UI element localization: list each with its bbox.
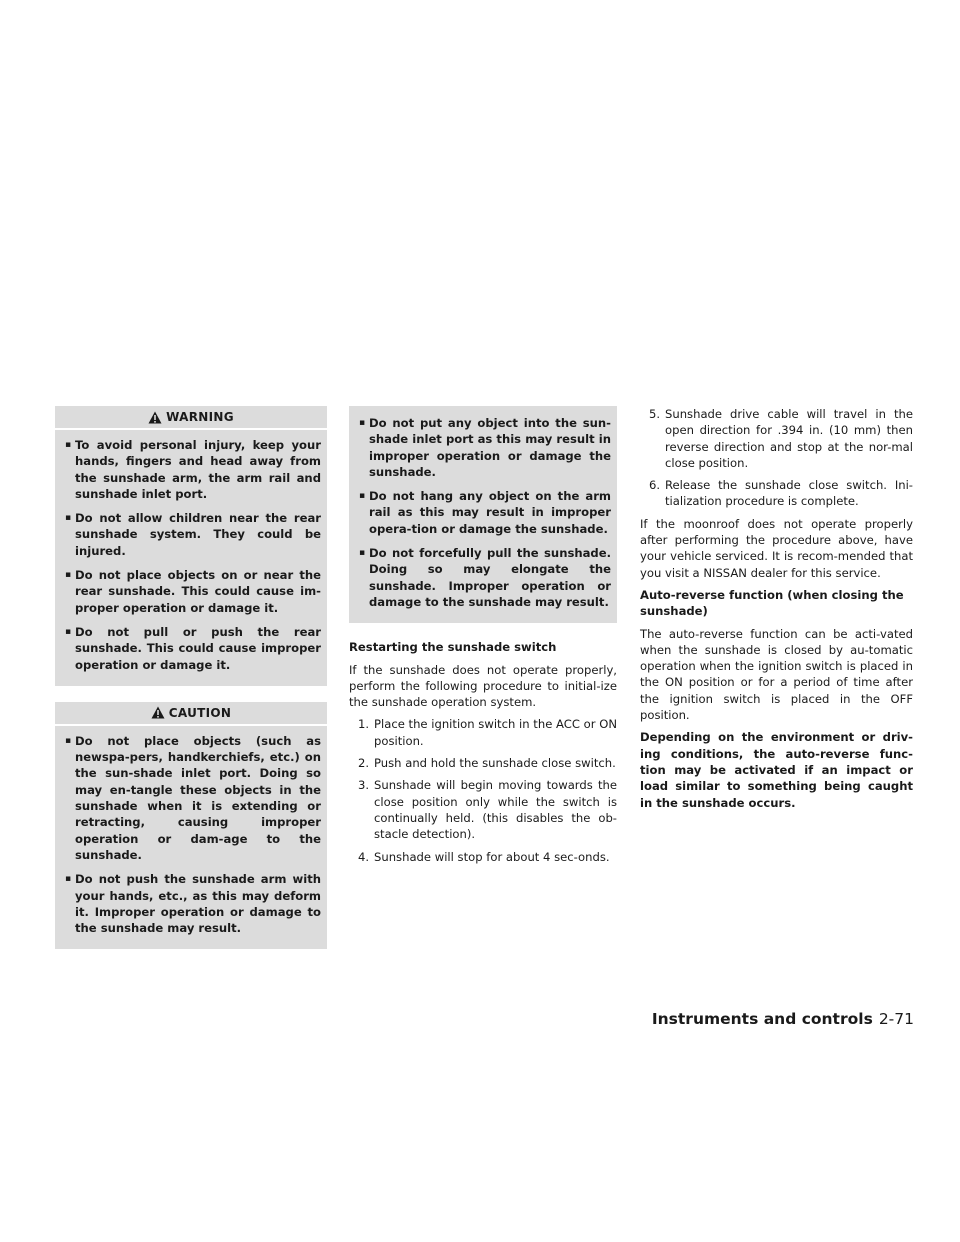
caution-triangle-icon (151, 706, 165, 719)
auto-reverse-bold-text: Depending on the environment or driv-ing conditions, the auto-reverse func-tion may be activated if an impact or load similar to something being caught in the sunshade occurs. (640, 730, 913, 810)
warning-item: ▪ Do not put any object into the sun-shade inlet port as this may result in improper operation or damage the sunshade. (359, 415, 611, 480)
step-text: Sunshade will begin moving towards the close position only while the switch is continually held. (this disables the ob-stacle detection). (374, 778, 617, 842)
restart-steps (349, 716, 617, 864)
restart-steps-continued (640, 406, 913, 510)
page-footer (652, 1010, 914, 1028)
step-text: Push and hold the sunshade close switch. (374, 756, 616, 771)
warning-item: ▪ To avoid personal injury, keep your hands, fingers and head away from the sunshade arm, the arm rail and sunshade inlet port. (65, 437, 321, 502)
warning-header (55, 406, 327, 430)
middle-column (349, 406, 617, 871)
warning-item: ▪ Do not allow children near the rear sunshade system. They could be injured. (65, 510, 321, 559)
caution-item: ▪ Do not place objects (such as newspa-pers, handkerchiefs, etc.) on the sun-shade inlet port. Doing so may en-tangle these objects in the sunshade when it is extending or retracting, causing improper operation or dam-age to the sunshade. (65, 733, 321, 863)
step-item (349, 849, 617, 865)
step-number: 5. (649, 407, 661, 421)
caution-list (55, 726, 327, 949)
warning-box-continued (349, 406, 617, 623)
warning-list (55, 430, 327, 685)
step-number: 1. (358, 717, 370, 732)
warning-item: ▪ Do not hang any object on the arm rail as this may result in improper opera-tion or damage the sunshade. (359, 488, 611, 537)
caution-title: CAUTION (168, 705, 232, 720)
page-number: 2-71 (878, 1010, 914, 1028)
warning-item: ▪ Do not place objects on or near the rear sunshade. This could cause im-proper operation or damage it. (65, 567, 321, 616)
step-text: Place the ignition switch in the ACC or ON position. (374, 717, 617, 748)
step-number: 3. (358, 778, 370, 793)
warning-title: WARNING (166, 410, 234, 424)
step-item (349, 716, 617, 749)
warning-list-continued (349, 408, 617, 622)
step-text: Sunshade drive cable will travel in the open direction for .394 in. (10 mm) then reverse direction and stop at the nor-mal close position. (665, 407, 913, 470)
step-item (640, 477, 913, 510)
restart-heading: Restarting the sunshade switch (349, 640, 557, 655)
warning-item: ▪ Do not pull or push the rear sunshade. This could cause improper operation or damage it. (65, 624, 321, 673)
auto-reverse-heading: Auto-reverse function (when closing the sunshade) (640, 587, 904, 619)
caution-box (55, 702, 327, 950)
step-number: 2. (358, 756, 370, 771)
auto-reverse-text: The auto-reverse function can be acti-vated when the sunshade is closed by au-tomatic operation when the ignition switch is placed in the ON position or for a period of time after the ignition switch is placed in the OFF position. (640, 626, 913, 723)
step-text: Release the sunshade close switch. Ini-tialization procedure is complete. (665, 478, 913, 509)
restart-note: If the moonroof does not operate properly after performing the procedure above, have your vehicle serviced. It is recom-mended that you visit a NISSAN dealer for this service. (640, 516, 913, 580)
step-item (349, 777, 617, 842)
section-title: Instruments and controls (651, 1010, 873, 1028)
step-item (640, 406, 913, 471)
step-item (349, 755, 617, 771)
caution-item: ▪ Do not push the sunshade arm with your hands, etc., as this may deform it. Improper operation or damage to the sunshade may result. (65, 871, 321, 936)
caution-header (55, 702, 327, 726)
warning-item: ▪ Do not forcefully pull the sunshade. Doing so may elongate the sunshade. Improper operation or damage to the sunshade may result. (359, 545, 611, 610)
step-text: Sunshade will stop for about 4 sec-onds. (374, 849, 610, 864)
right-column (640, 406, 913, 817)
warning-triangle-icon (148, 411, 162, 424)
step-number: 4. (358, 849, 370, 864)
left-column (55, 406, 327, 965)
step-number: 6. (649, 478, 661, 493)
warning-box (55, 406, 327, 686)
restart-intro: If the sunshade does not operate properly, perform the following procedure to initial-ize the sunshade operation system. (349, 662, 617, 710)
